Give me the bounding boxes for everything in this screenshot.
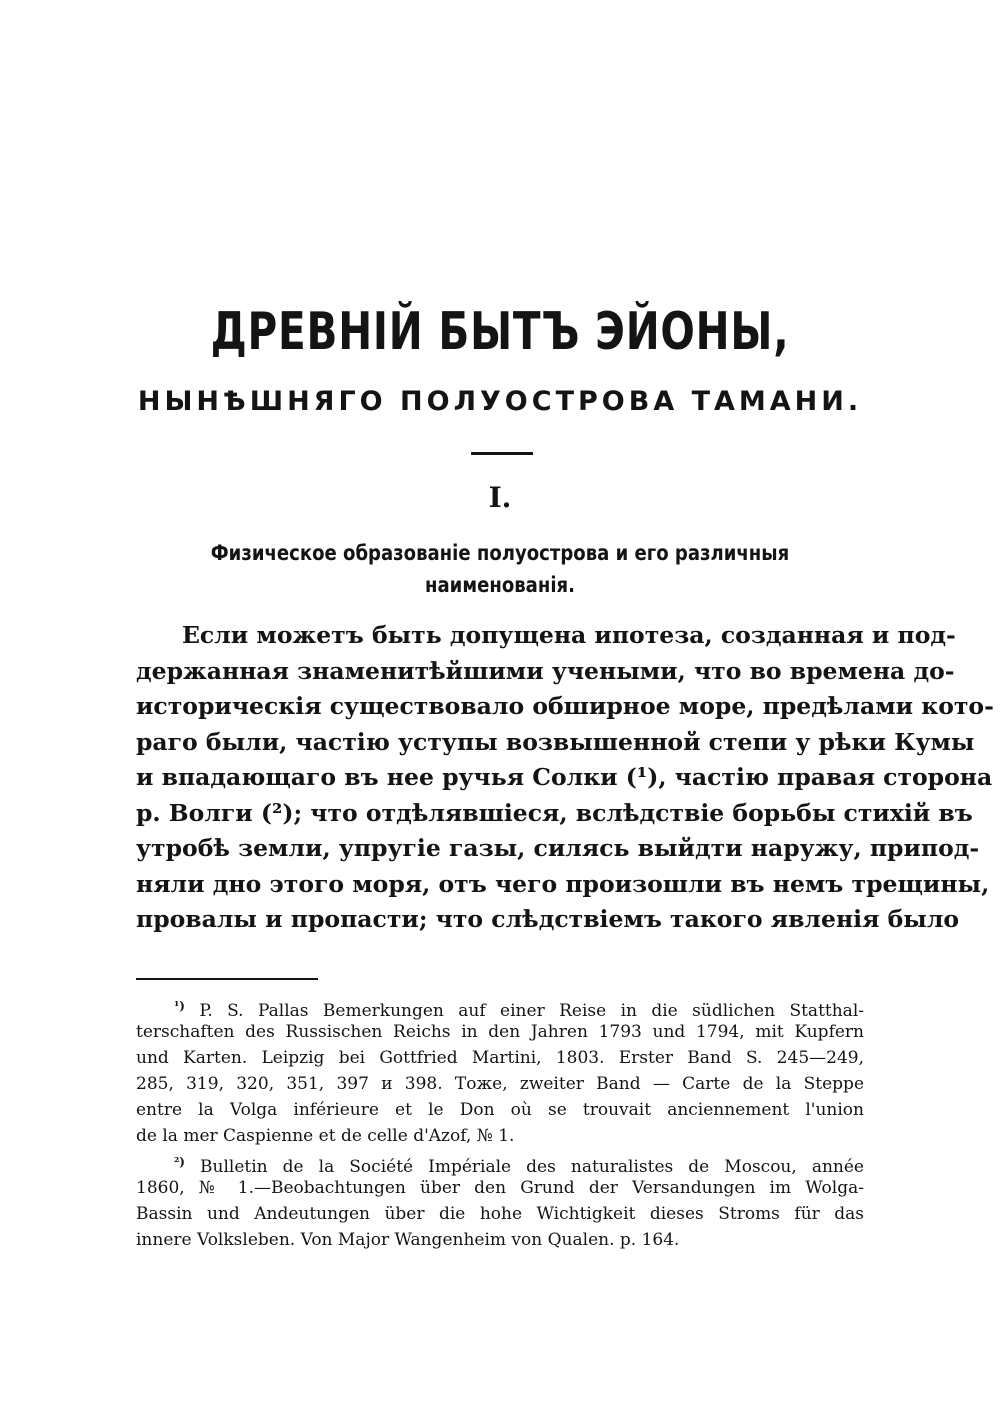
page-title: ДРЕВНІЙ БЫТЪ ЭЙОНЫ, — [210, 302, 790, 362]
body-line: держанная знаменитѣйшими учеными, что во времена до- — [136, 656, 955, 685]
page-subtitle: НЫНѢШНЯГО ПОЛУОСТРОВА ТАМАНИ. — [137, 386, 863, 417]
section-number: I. — [488, 481, 512, 514]
footnote-2-line: innere Volksleben. Von Major Wangenheim von Qualen. p. 164. — [136, 1230, 680, 1250]
footnotes — [136, 993, 864, 1253]
section-heading — [199, 537, 801, 601]
footnote-1-line: 285, 319, 320, 351, 397 и 398. Тоже, zweiter Band — Carte de la Steppe — [136, 1074, 864, 1094]
footnote-1-text: P. S. Pallas Bemerkungen auf einer Reise in die südlichen Statthal- — [199, 1001, 864, 1021]
body-paragraph — [136, 618, 994, 938]
title-divider — [471, 452, 533, 455]
footnote-2-line — [136, 1149, 864, 1175]
body-line: раго были, частію уступы возвышенной степи у рѣки Кумы — [136, 727, 975, 756]
body-line: провалы и пропасти; что слѣдствіемъ такого явленія было — [136, 905, 960, 933]
footnote-2-text: Bulletin de la Société Impériale des naturalistes de Moscou, année — [200, 1157, 864, 1177]
body-line: р. Волги (²); что отдѣлявшіеся, вслѣдствіе борьбы стихій въ — [136, 798, 973, 827]
footnote-1-line: de la mer Caspienne et de celle d'Azof, № 1. — [136, 1126, 515, 1146]
footnote-1-line: und Karten. Leipzig bei Gottfried Martini, 1803. Erster Band S. 245—249, — [136, 1048, 864, 1068]
body-line: и впадающаго въ нее ручья Солки (¹), частію правая сторона — [136, 763, 993, 791]
footnote-2-line: 1860, № 1.—Beobachtungen über den Grund der Versandungen im Wolga- — [136, 1178, 864, 1198]
footnote-1-marker: ¹) — [174, 999, 185, 1013]
footnote-2-marker: ²) — [174, 1155, 185, 1169]
section-heading-line-2: наименованія. — [425, 573, 575, 597]
footnote-divider — [136, 978, 318, 980]
body-line: утробѣ земли, упругіе газы, силясь выйдти наружу, припод- — [136, 834, 980, 862]
footnote-1-line: terschaften des Russischen Reichs in den Jahren 1793 und 1794, mit Kupfern — [136, 1022, 864, 1042]
footnote-2-line: Bassin und Andeutungen über die hohe Wichtigkeit dieses Stroms für das — [136, 1204, 864, 1224]
body-line: Если можетъ быть допущена ипотеза, созданная и под- — [182, 621, 956, 649]
section-heading-line-1: Физическое образованіе полуострова и его различныя — [210, 541, 790, 565]
body-line: няли дно этого моря, отъ чего произошли въ немъ трещины, — [136, 869, 990, 898]
footnote-1-line — [136, 993, 864, 1019]
footnote-1-line: entre la Volga inférieure et le Don où se trouvait anciennement l'union — [136, 1100, 864, 1120]
body-line: историческія существовало обширное море, предѣлами кото- — [136, 692, 994, 720]
